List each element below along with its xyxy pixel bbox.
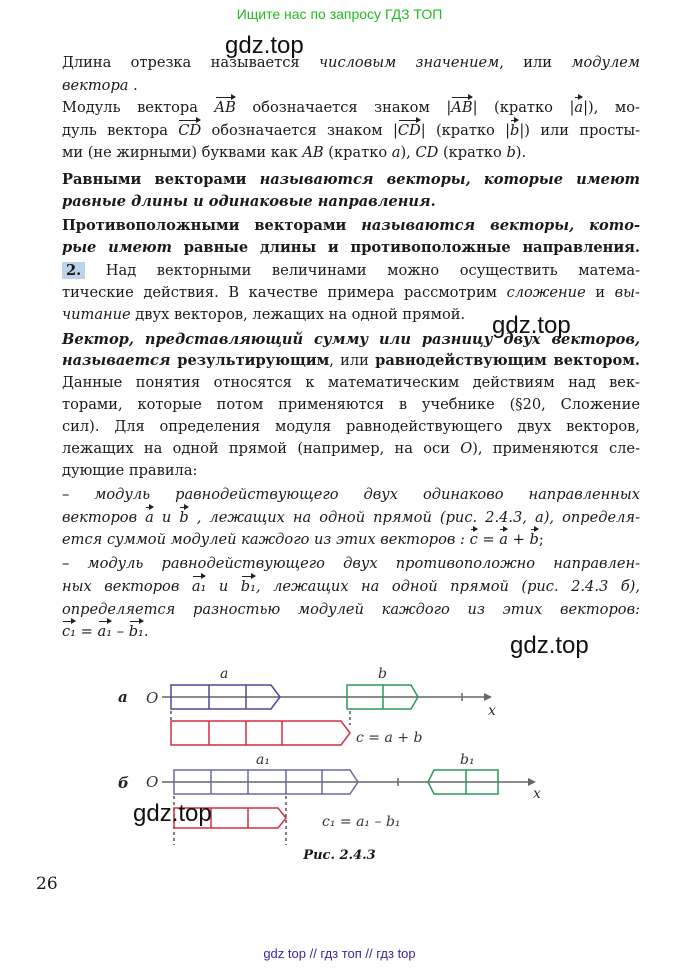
text-segment: ных векторов [62,578,192,595]
text-segment: , или [329,352,376,369]
text-segment: равнодействующим вектором. [375,352,640,369]
text-line [62,283,640,303]
vector-symbol: b [510,122,520,139]
text-segment: называется [62,352,178,369]
text-segment: и [153,509,180,526]
text-segment: . [128,77,138,94]
vector-symbol: a₁ [191,578,207,595]
axis-label: x [488,703,496,719]
text-segment: обозначается знаком | [235,99,452,116]
text-segment: + [508,531,530,548]
figure-caption: Рис. 2.4.3 [303,848,376,863]
text-segment: AB [302,144,324,161]
text-segment: определяется разностью модулей каждого из этих векторов: [62,601,640,618]
watermark: gdz.top [510,632,589,659]
text-line [62,461,640,481]
text-line [62,143,640,163]
text-segment: CD [415,144,439,161]
text-segment: Равными векторами [62,171,260,188]
vector-symbol: AB [214,99,236,116]
vector-symbol: b₁ [128,623,144,640]
text-segment: b [506,144,516,161]
text-segment: – модуль равнодействующего двух противоположно направлен- [62,555,640,572]
text-segment: обозначается знаком | [201,122,398,139]
text-segment: Длина отрезка называется [62,54,319,71]
text-line [62,485,640,505]
text-line [62,351,640,371]
text-segment: |) или просты- [519,122,640,139]
text-segment: , или [499,54,572,71]
text-segment: | (кратко | [420,122,511,139]
vector-symbol: b [179,509,189,526]
vector-symbol: CD [178,122,202,139]
text-line [62,192,640,212]
text-segment: , лежащих на одной прямой (рис. 2.4.3, а), определя- [188,509,640,526]
text-segment: равные длины и противоположные направления. [183,239,641,256]
vector-symbol: a₁ [97,623,113,640]
text-segment: Данные понятия относятся к математическим действиям над век- [62,374,640,391]
text-line [62,373,640,393]
vector-a-label: a [220,666,229,682]
axis-arrow-icon [528,778,536,786]
text-segment: читание [62,306,131,323]
text-segment: ), применяются сле- [472,440,641,457]
text-segment: рые имеют [62,239,184,256]
axis-label: x [533,786,541,802]
text-line [62,305,640,325]
footer-links[interactable]: gdz top // гдз топ // гдз top [263,946,416,961]
origin-label: O [146,689,159,707]
text-segment: торами, которые потом применяются в учебнике (§20, Сложение [62,396,640,413]
text-segment: – модуль равнодействующего двух одинаково направленных [62,486,640,503]
text-line [62,98,640,118]
text-segment: называются векторы, которые имеют [259,171,640,188]
vector-a1-label: a₁ [256,752,270,768]
text-segment: O [460,440,473,457]
text-segment: ми (не жирными) буквами как [62,144,303,161]
text-segment: a [391,144,401,161]
text-segment: , лежащих на одной прямой (рис. 2.4.3 б), [255,578,640,595]
site-header[interactable]: Ищите нас по запросу ГДЗ ТОП [236,6,443,22]
text-segment: – [112,623,129,640]
page-number: 26 [36,874,58,894]
watermark: gdz.top [225,32,304,59]
vector-c [171,721,350,745]
vector-symbol: a [145,509,154,526]
vector-symbol: b₁ [240,578,256,595]
text-segment: Противоположными векторами [62,217,362,234]
text-line [62,53,640,73]
text-segment: тические действия. В качестве примера рассмотрим [62,284,507,301]
text-segment: | (кратко | [472,99,575,116]
watermark: gdz.top [492,312,571,339]
text-segment: векторов [62,509,146,526]
text-line [62,508,640,528]
text-line [62,121,640,141]
text-line [62,577,640,597]
text-segment: называются векторы, кото- [361,217,640,234]
figure-2-4-3 [0,650,679,850]
text-segment: ; [538,531,544,548]
text-segment: и [206,578,241,595]
vector-symbol: a [499,531,508,548]
text-line [62,439,640,459]
vector-symbol: b [529,531,539,548]
vector-symbol: a [574,99,584,116]
equation-a: c = a + b [356,730,423,746]
text-line [62,554,640,574]
watermark: gdz.top [133,800,212,827]
text-segment: = [477,531,500,548]
vector-symbol: c₁ [62,623,77,640]
text-segment: равные длины и одинаковые направления. [62,193,436,210]
text-segment: Вектор, представляющий сумму или разницу двух векторов, [62,331,640,348]
text-segment: результирующим [177,352,330,369]
text-line [62,530,640,550]
diagram-b [118,752,541,845]
vector-symbol: AB [451,99,473,116]
text-segment: Над векторными величинами можно осуществить матема- [85,262,640,279]
diagram-a [118,666,496,746]
text-line [62,600,640,620]
text-segment: вектора [62,77,129,94]
text-segment: двух векторов, лежащих на одной прямой. [130,306,466,323]
text-segment: и [585,284,615,301]
text-segment: ). [515,144,527,161]
text-segment: . [143,623,149,640]
text-line [62,330,640,350]
vector-symbol: c [469,531,478,548]
text-line [62,170,640,190]
text-segment: ется суммой модулей каждого из этих векторов : [62,531,470,548]
text-line [62,261,640,281]
text-line [62,395,640,415]
text-segment: (кратко [438,144,507,161]
label-a: а [118,688,128,706]
text-segment: = [76,623,98,640]
text-line [62,76,640,96]
text-segment: сил). Для определения модуля равнодействующего двух векторов, [62,418,640,435]
equation-b: c₁ = a₁ – b₁ [322,814,401,830]
text-segment: (кратко [323,144,392,161]
text-line [62,622,640,642]
section-number: 2. [62,262,85,279]
text-segment: числовым значением [318,54,500,71]
text-segment: дующие правила: [62,462,198,479]
text-segment: лежащих на одной прямой (например, на оси [62,440,461,457]
label-b: б [118,774,129,792]
origin-label: O [146,773,159,791]
text-segment: ), [400,144,416,161]
vector-b1-label: b₁ [460,752,475,768]
axis-arrow-icon [484,693,492,701]
text-line [62,417,640,437]
text-line [62,238,640,258]
vector-b-label: b [378,666,387,682]
text-line [62,216,640,236]
text-segment: сложение [506,284,586,301]
text-segment: |), мо- [583,99,640,116]
text-segment: модулем [571,54,640,71]
text-segment: дуль вектора [62,122,179,139]
vector-symbol: CD [397,122,421,139]
text-segment: вы- [614,284,640,301]
text-segment: Модуль вектора [62,99,215,116]
